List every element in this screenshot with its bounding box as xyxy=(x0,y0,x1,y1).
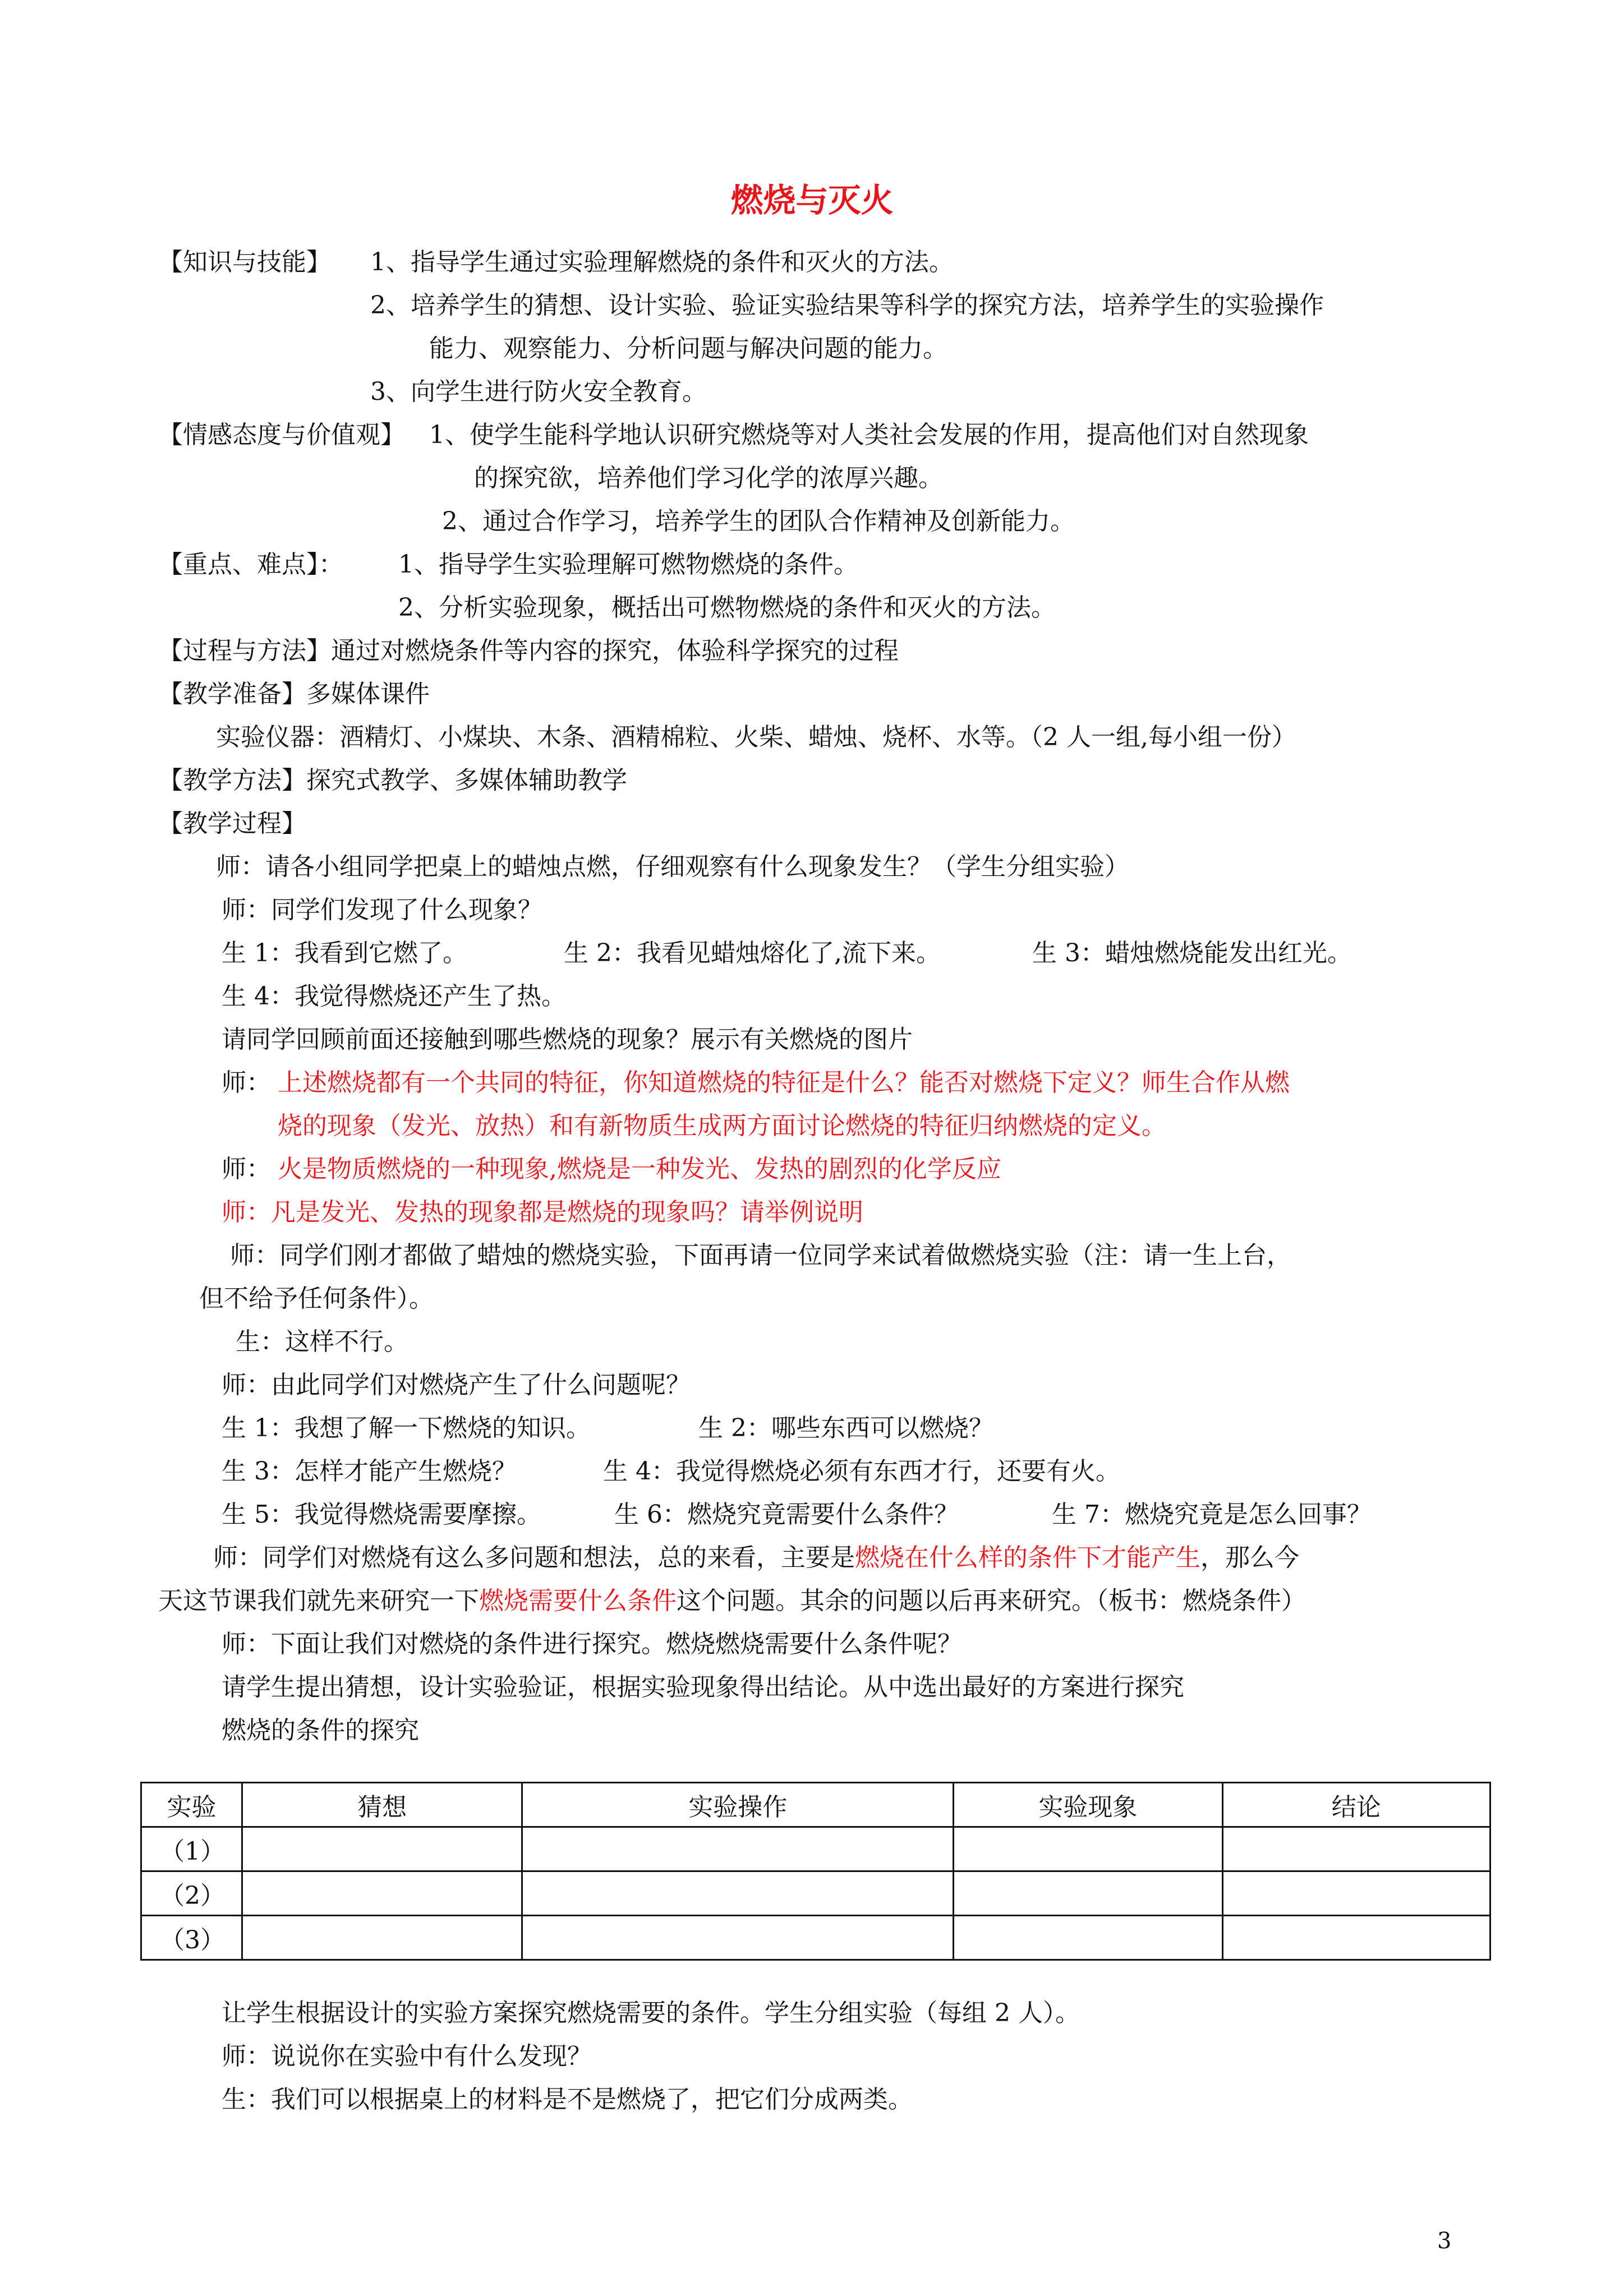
dialogue-line: 但不给予任何条件）。 xyxy=(199,1284,434,1313)
row-label: （1） xyxy=(141,1827,242,1871)
key-item: 1、指导学生实验理解可燃物燃烧的条件。 xyxy=(398,550,858,579)
dialogue-line: 生：我们可以根据桌上的材料是不是燃烧了，把它们分成两类。 xyxy=(222,2085,913,2114)
page-number: 3 xyxy=(1437,2228,1452,2254)
dialogue-line xyxy=(158,1589,1306,1613)
dialogue-line-red: 师：凡是发光、发热的现象都是燃烧的现象吗？请举例说明 xyxy=(222,1198,863,1227)
equipment-list: 实验仪器：酒精灯、小煤块、木条、酒精棉粒、火柴、蜡烛、烧杯、水等。（2 人一组,每小组一份） xyxy=(216,723,1296,751)
dialogue-line: 师：由此同学们对燃烧产生了什么问题呢？ xyxy=(222,1371,691,1399)
table-cell xyxy=(954,1827,1222,1871)
table-header: 猜想 xyxy=(242,1783,522,1827)
attitude-item: 1、使学生能科学地认识研究燃烧等对人类社会发展的作用，提高他们对自然现象 xyxy=(429,421,1309,449)
knowledge-item: 2、培养学生的猜想、设计实验、验证实验结果等科学的探究方法，培养学生的实验操作 xyxy=(370,291,1324,320)
key-item: 2、分析实验现象，概括出可燃物燃烧的条件和灭火的方法。 xyxy=(398,593,1056,622)
table-cell xyxy=(242,1916,522,1960)
dialogue-line-red: 烧的现象（发光、放热）和有新物质生成两方面讨论燃烧的特征归纳燃烧的定义。 xyxy=(278,1112,1166,1140)
dialogue-line: 让学生根据设计的实验方案探究燃烧需要的条件。学生分组实验（每组 2 人）。 xyxy=(222,1999,1080,2027)
row-label: （3） xyxy=(141,1916,242,1960)
page-title: 燃烧与灭火 xyxy=(730,181,894,219)
key-label: 【重点、难点】： xyxy=(158,550,343,579)
dialogue-line: 师： xyxy=(222,1068,271,1097)
dialogue-line: 生 5：我觉得燃烧需要摩擦。 xyxy=(222,1500,541,1529)
table-cell xyxy=(522,1827,954,1871)
table-header: 结论 xyxy=(1222,1783,1490,1827)
dialogue-line: 生 3：蜡烛燃烧能发出红光。 xyxy=(1032,939,1352,967)
table-cell xyxy=(242,1871,522,1916)
table-cell xyxy=(522,1916,954,1960)
table-header-row xyxy=(141,1783,1490,1827)
dialogue-segment: 师：同学们对燃烧有这么多问题和想法，总的来看，主要是 xyxy=(213,1543,855,1572)
dialogue-line: 生 2：我看见蜡烛熔化了,流下来。 xyxy=(564,939,941,967)
dialogue-line: 请同学回顾前面还接触到哪些燃烧的现象？展示有关燃烧的图片 xyxy=(222,1025,913,1054)
knowledge-item: 3、向学生进行防火安全教育。 xyxy=(370,377,707,406)
dialogue-line: 师：同学们发现了什么现象？ xyxy=(222,896,542,924)
dialogue-line: 生 7：燃烧究竟是怎么回事？ xyxy=(1052,1500,1372,1529)
dialogue-line: 生 1：我想了解一下燃烧的知识。 xyxy=(222,1414,591,1442)
dialogue-line: 生 1：我看到它燃了。 xyxy=(222,939,467,967)
dialogue-line: 师：说说你在实验中有什么发现？ xyxy=(222,2042,592,2071)
process-heading: 【教学过程】 xyxy=(158,809,306,838)
table-row xyxy=(141,1827,1490,1871)
dialogue-line: 师： xyxy=(222,1155,271,1183)
dialogue-line: 师：同学们刚才都做了蜡烛的燃烧实验，下面再请一位同学来试着做燃烧实验（注：请一生上台， xyxy=(230,1241,1291,1270)
knowledge-item: 1、指导学生通过实验理解燃烧的条件和灭火的方法。 xyxy=(370,248,954,276)
dialogue-segment: 天这节课我们就先来研究一下 xyxy=(158,1587,479,1615)
dialogue-segment-red: 燃烧需要什么条件 xyxy=(479,1587,677,1615)
table-cell xyxy=(954,1871,1222,1916)
table-row xyxy=(141,1871,1490,1916)
knowledge-item: 能力、观察能力、分析问题与解决问题的能力。 xyxy=(429,334,947,363)
dialogue-line-red: 上述燃烧都有一个共同的特征，你知道燃烧的特征是什么？能否对燃烧下定义？师生合作从燃 xyxy=(278,1068,1290,1097)
table-header: 实验操作 xyxy=(522,1783,954,1827)
knowledge-label: 【知识与技能】 xyxy=(158,248,331,276)
dialogue-line: 生 6：燃烧究竟需要什么条件？ xyxy=(614,1500,959,1529)
attitude-label: 【情感态度与价值观】 xyxy=(158,421,405,449)
teaching-prep: 【教学准备】多媒体课件 xyxy=(158,680,430,708)
dialogue-segment: 这个问题。其余的问题以后再来研究。（板书：燃烧条件） xyxy=(677,1587,1306,1615)
dialogue-line: 师：请各小组同学把桌上的蜡烛点燃，仔细观察有什么现象发生？（学生分组实验） xyxy=(216,852,1129,881)
process-method: 【过程与方法】通过对燃烧条件等内容的探究，体验科学探究的过程 xyxy=(158,637,899,665)
dialogue-line: 生 4：我觉得燃烧还产生了热。 xyxy=(222,982,566,1011)
attitude-item: 的探究欲，培养他们学习化学的浓厚兴趣。 xyxy=(474,464,943,492)
table-cell xyxy=(522,1871,954,1916)
dialogue-line: 请学生提出猜想，设计实验验证，根据实验现象得出结论。从中选出最好的方案进行探究 xyxy=(222,1673,1184,1702)
dialogue-line: 生：这样不行。 xyxy=(236,1327,408,1356)
teaching-method: 【教学方法】探究式教学、多媒体辅助教学 xyxy=(158,766,627,795)
dialogue-line: 生 4：我觉得燃烧必须有东西才行，还要有火。 xyxy=(603,1457,1120,1486)
table-cell xyxy=(1222,1916,1490,1960)
table-cell xyxy=(242,1827,522,1871)
dialogue-segment-red: 燃烧在什么样的条件下才能产生 xyxy=(855,1543,1200,1572)
attitude-item: 2、通过合作学习，培养学生的团队合作精神及创新能力。 xyxy=(442,507,1075,536)
row-label: （2） xyxy=(141,1871,242,1916)
dialogue-line: 生 2：哪些东西可以燃烧？ xyxy=(698,1414,993,1442)
table-header: 实验现象 xyxy=(954,1783,1222,1827)
dialogue-segment: ，那么今 xyxy=(1200,1543,1299,1572)
table-header: 实验 xyxy=(141,1783,242,1827)
table-cell xyxy=(954,1916,1222,1960)
table-cell xyxy=(1222,1871,1490,1916)
table-row xyxy=(141,1916,1490,1960)
dialogue-line: 生 3：怎样才能产生燃烧？ xyxy=(222,1457,517,1486)
table-caption: 燃烧的条件的探究 xyxy=(222,1716,419,1745)
experiment-table xyxy=(140,1782,1491,1961)
dialogue-line-red: 火是物质燃烧的一种现象,燃烧是一种发光、发热的剧烈的化学反应 xyxy=(278,1155,1001,1183)
dialogue-line: 师：下面让我们对燃烧的条件进行探究。燃烧燃烧需要什么条件呢？ xyxy=(222,1630,962,1658)
dialogue-line xyxy=(213,1543,1299,1572)
table-cell xyxy=(1222,1827,1490,1871)
